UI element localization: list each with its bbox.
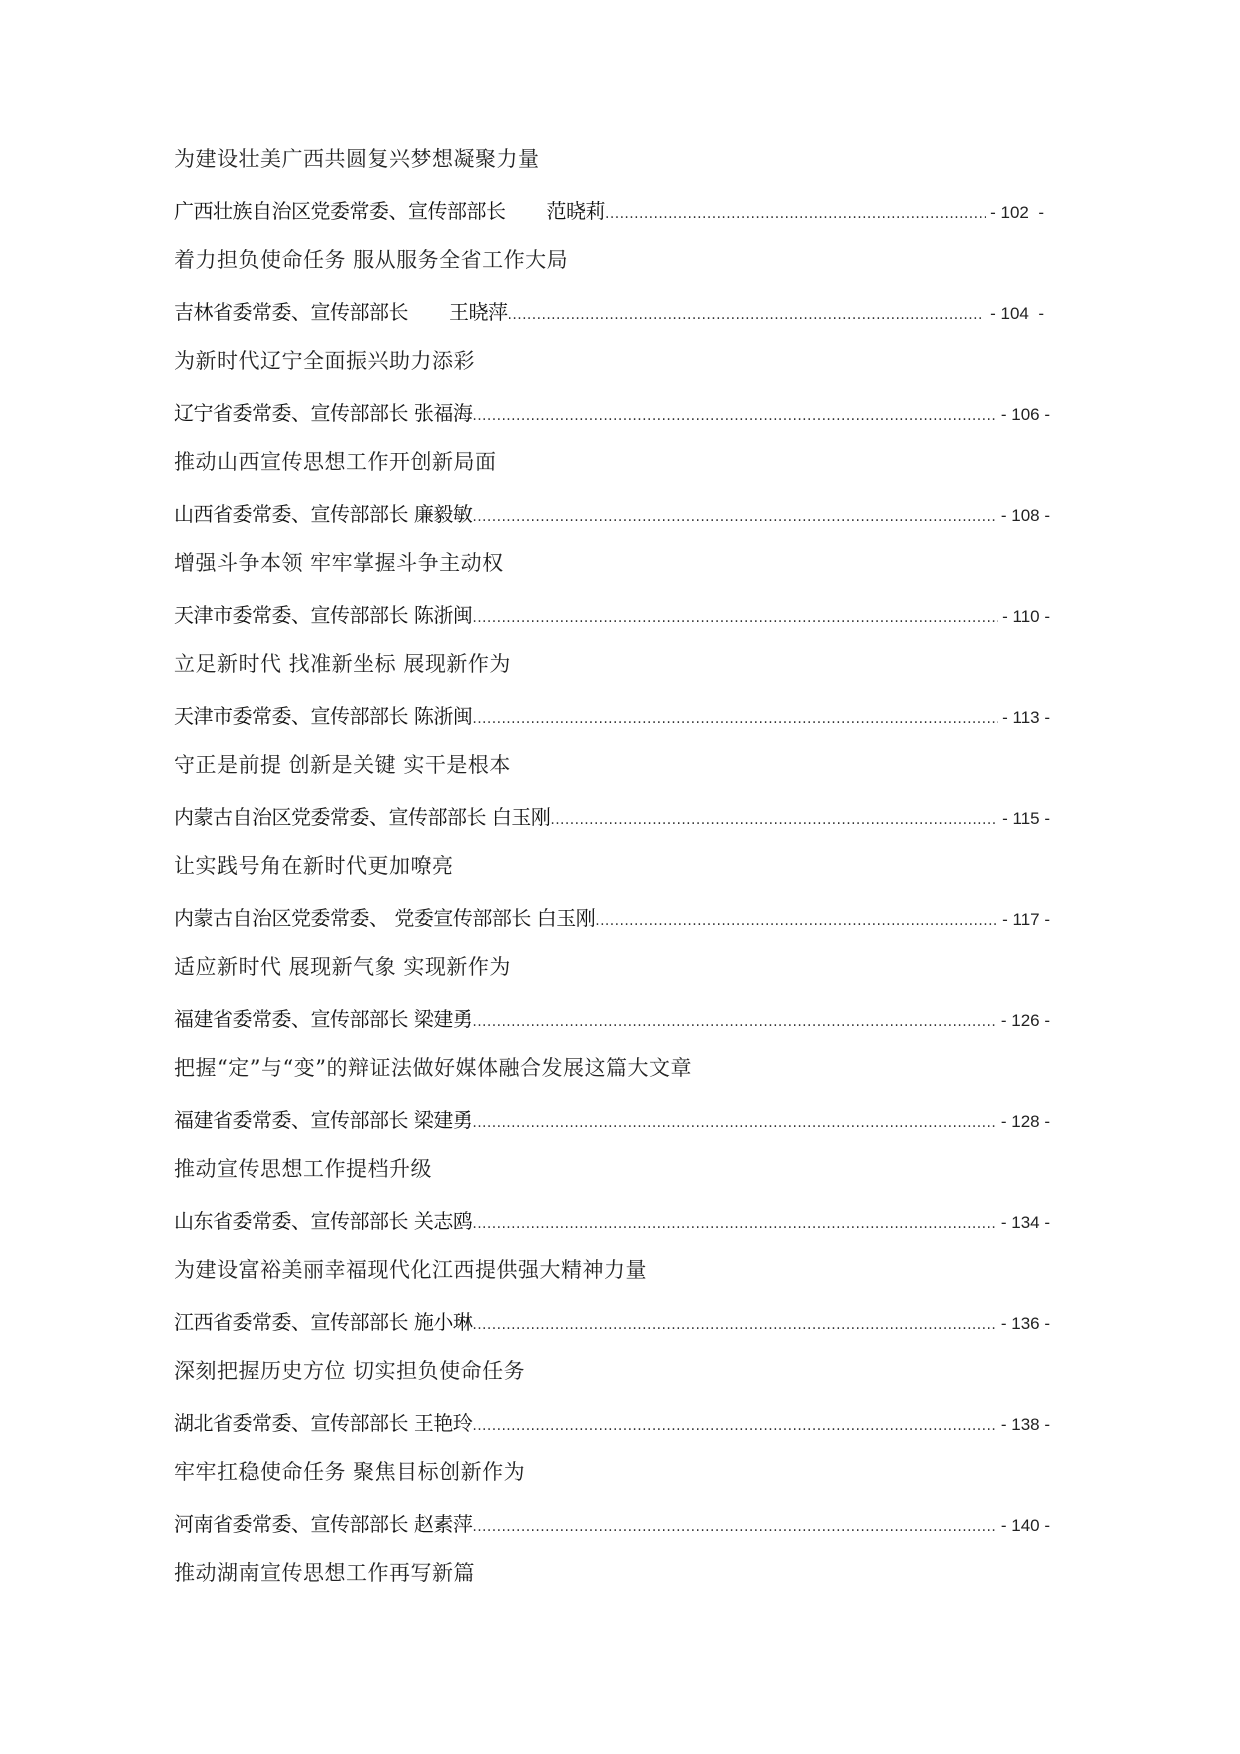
toc-trailing-title[interactable]: 推动湖南宣传思想工作再写新篇 [174, 1561, 475, 1585]
toc-entry[interactable] [174, 1458, 1050, 1559]
dot-leader [472, 408, 997, 424]
toc-entry[interactable] [174, 1054, 1050, 1155]
dot-leader [605, 206, 986, 222]
toc-entry-author-line [174, 1003, 1050, 1033]
toc-entry-author-line [174, 1306, 1050, 1336]
toc-entry-author-line [174, 700, 1050, 730]
dot-leader [472, 1519, 997, 1535]
toc-entry-author-line [174, 902, 1050, 932]
toc-entry-author-line [174, 801, 1050, 831]
toc-entry-page-number: - 115 - [1002, 809, 1050, 828]
toc-entry-title: 推动宣传思想工作提档升级 [174, 1157, 432, 1181]
dot-leader [472, 1418, 997, 1434]
table-of-contents [174, 145, 1050, 1587]
toc-entry[interactable] [174, 448, 1050, 549]
dot-leader [472, 1115, 997, 1131]
toc-entry-author: 福建省委常委、宣传部部长 梁建勇 [174, 1108, 473, 1132]
toc-entry[interactable] [174, 347, 1050, 448]
toc-entry-title: 着力担负使命任务 服从服务全省工作大局 [174, 248, 569, 272]
toc-entry-author-line [174, 1508, 1050, 1538]
toc-entry-page-number: - 138 - [1000, 1415, 1050, 1434]
toc-entry-title: 增强斗争本领 牢牢掌握斗争主动权 [174, 551, 504, 575]
toc-entry[interactable] [174, 549, 1050, 650]
toc-entry-author-line [174, 1104, 1050, 1134]
toc-entry-title: 深刻把握历史方位 切实担负使命任务 [174, 1359, 526, 1383]
toc-entry-page-number: - 104 - [985, 304, 1044, 323]
toc-entry-title: 适应新时代 展现新气象 实现新作为 [174, 955, 511, 979]
toc-entry-title: 为新时代辽宁全面振兴助力添彩 [174, 349, 475, 373]
toc-entry-title: 立足新时代 找准新坐标 展现新作为 [174, 652, 511, 676]
toc-entry-author: 辽宁省委常委、宣传部部长 张福海 [174, 401, 473, 425]
toc-entry-page-number: - 128 - [1000, 1112, 1050, 1131]
toc-entry-page-number: - 117 - [1002, 910, 1050, 929]
toc-entry-title: 推动山西宣传思想工作开创新局面 [174, 450, 497, 474]
toc-entry-author-line [174, 397, 1050, 427]
dot-leader [472, 1014, 997, 1030]
toc-entry-page-number: - 108 - [1000, 506, 1050, 525]
toc-entry-author: 吉林省委常委、宣传部部长 王晓萍 [174, 300, 508, 324]
toc-entry-page-number: - 126 - [1000, 1011, 1050, 1030]
toc-entry-page-number: - 136 - [1000, 1314, 1050, 1333]
toc-entry[interactable] [174, 1155, 1050, 1256]
toc-entry-author: 内蒙古自治区党委常委、 党委宣传部部长 白玉刚 [174, 906, 596, 930]
toc-entry-author: 河南省委常委、宣传部部长 赵素萍 [174, 1512, 473, 1536]
toc-entry[interactable] [174, 650, 1050, 751]
toc-entry-page-number: - 113 - [1002, 708, 1050, 727]
toc-entry-author: 山西省委常委、宣传部部长 廉毅敏 [174, 502, 473, 526]
toc-entry[interactable] [174, 246, 1050, 347]
toc-entry-author: 广西壮族自治区党委常委、宣传部部长 范晓莉 [174, 199, 606, 223]
toc-entry-page-number: - 106 - [1000, 405, 1050, 424]
toc-entry[interactable] [174, 1357, 1050, 1458]
toc-entry-author: 江西省委常委、宣传部部长 施小琳 [174, 1310, 473, 1334]
dot-leader [472, 1216, 997, 1232]
dot-leader [472, 711, 998, 727]
toc-entry-author-line [174, 296, 1050, 326]
toc-entry-author-line [174, 1205, 1050, 1235]
toc-entry-author: 内蒙古自治区党委常委、宣传部部长 白玉刚 [174, 805, 551, 829]
dot-leader [595, 913, 998, 929]
toc-entry-author: 湖北省委常委、宣传部部长 王艳玲 [174, 1411, 473, 1435]
toc-entry[interactable] [174, 1256, 1050, 1357]
dot-leader [472, 1317, 997, 1333]
toc-entry-page-number: - 140 - [1000, 1516, 1050, 1535]
toc-entry-title: 守正是前提 创新是关键 实干是根本 [174, 753, 511, 777]
toc-entry-title: 为建设壮美广西共圆复兴梦想凝聚力量 [174, 147, 540, 171]
dot-leader [550, 812, 998, 828]
toc-entry-author-line [174, 599, 1050, 629]
toc-entry-title: 把握“定”与“变”的辩证法做好媒体融合发展这篇大文章 [174, 1056, 692, 1080]
toc-entry[interactable] [174, 953, 1050, 1054]
toc-entry-author-line [174, 498, 1050, 528]
toc-entry-author: 天津市委常委、宣传部部长 陈浙闽 [174, 603, 473, 627]
dot-leader [472, 610, 998, 626]
toc-entry-author: 福建省委常委、宣传部部长 梁建勇 [174, 1007, 473, 1031]
dot-leader [472, 509, 997, 525]
toc-entry[interactable] [174, 145, 1050, 246]
toc-entry-title: 让实践号角在新时代更加嘹亮 [174, 854, 454, 878]
toc-entry-author-line [174, 1407, 1050, 1437]
toc-entry-page-number: - 102 - [990, 203, 1044, 222]
dot-leader [508, 307, 982, 323]
toc-entry-page-number: - 110 - [1002, 607, 1050, 626]
toc-entry-title: 牢牢扛稳使命任务 聚焦目标创新作为 [174, 1460, 526, 1484]
toc-entry[interactable] [174, 852, 1050, 953]
toc-entry[interactable] [174, 751, 1050, 852]
toc-entry-author-line [174, 195, 1050, 225]
toc-entry-author: 天津市委常委、宣传部部长 陈浙闽 [174, 704, 473, 728]
toc-entry-page-number: - 134 - [1000, 1213, 1050, 1232]
toc-entry-title: 为建设富裕美丽幸福现代化江西提供强大精神力量 [174, 1258, 647, 1282]
toc-entry-author: 山东省委常委、宣传部部长 关志鸥 [174, 1209, 473, 1233]
